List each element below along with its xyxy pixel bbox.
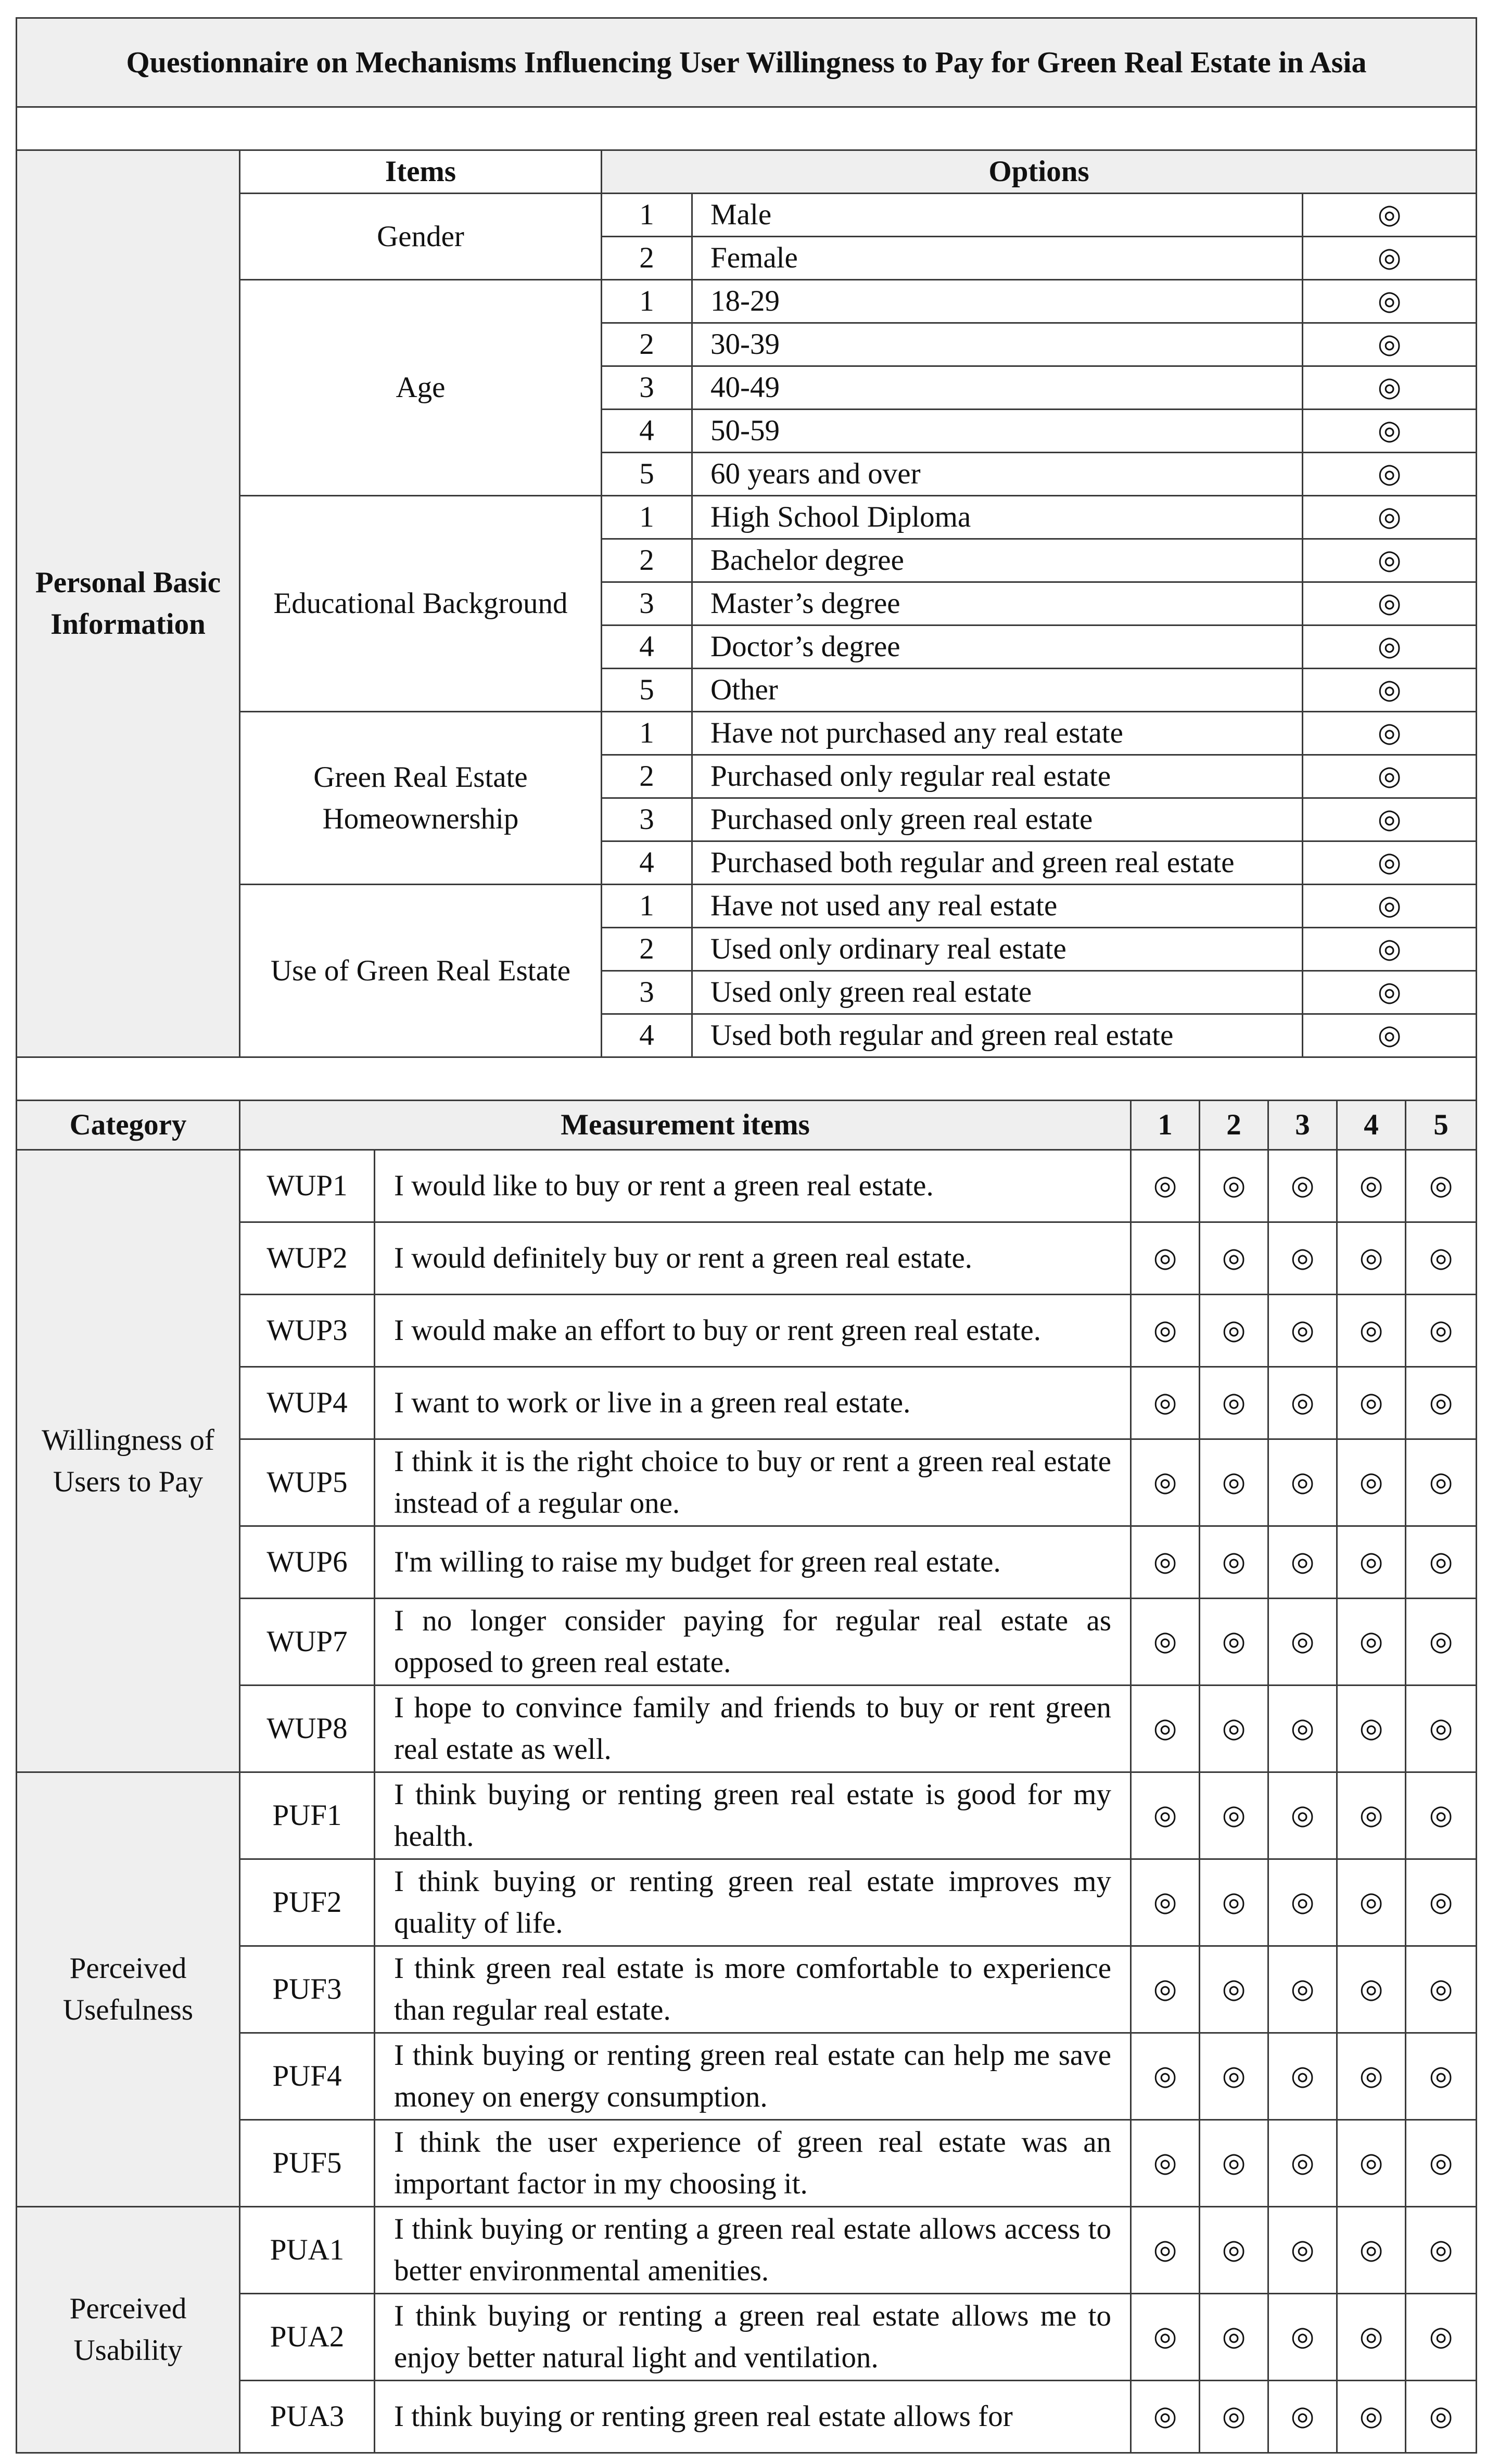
item-code: PUA3: [240, 2381, 375, 2453]
option-label: Have not purchased any real estate: [692, 712, 1303, 755]
item-code: WUP8: [240, 1686, 375, 1772]
option-number: 4: [602, 410, 692, 453]
item-statement: I think buying or renting green real estate allows for: [375, 2381, 1131, 2453]
scale-radio[interactable]: ◎: [1268, 2120, 1337, 2207]
category-label: Perceived Usability: [17, 2207, 240, 2453]
item-label: Age: [240, 280, 602, 496]
spacer-row: [17, 1057, 1477, 1101]
option-radio[interactable]: ◎: [1303, 496, 1477, 539]
scale-radio[interactable]: ◎: [1406, 1295, 1477, 1367]
option-radio[interactable]: ◎: [1303, 971, 1477, 1014]
scale-radio[interactable]: ◎: [1337, 2381, 1406, 2453]
scale-radio[interactable]: ◎: [1131, 2381, 1200, 2453]
item-statement: I would definitely buy or rent a green real estate.: [375, 1222, 1131, 1295]
item-label: Educational Background: [240, 496, 602, 712]
scale-radio[interactable]: ◎: [1131, 1526, 1200, 1599]
scale-radio[interactable]: ◎: [1200, 1686, 1268, 1772]
scale-radio[interactable]: ◎: [1131, 2294, 1200, 2381]
scale-radio[interactable]: ◎: [1200, 1772, 1268, 1859]
item-statement: I think buying or renting a green real estate allows access to better environmental amenities.: [375, 2207, 1131, 2294]
scale-header: 2: [1200, 1101, 1268, 1150]
scale-radio[interactable]: ◎: [1406, 2381, 1477, 2453]
option-label: Purchased only regular real estate: [692, 755, 1303, 798]
option-radio[interactable]: ◎: [1303, 237, 1477, 280]
scale-radio[interactable]: ◎: [1200, 2381, 1268, 2453]
item-code: WUP6: [240, 1526, 375, 1599]
scale-radio[interactable]: ◎: [1200, 2033, 1268, 2120]
option-label: Used both regular and green real estate: [692, 1014, 1303, 1057]
option-number: 3: [602, 366, 692, 410]
scale-radio[interactable]: ◎: [1131, 1772, 1200, 1859]
item-label: Use of Green Real Estate: [240, 885, 602, 1057]
scale-radio[interactable]: ◎: [1200, 1222, 1268, 1295]
scale-radio[interactable]: ◎: [1131, 1859, 1200, 1946]
scale-radio[interactable]: ◎: [1268, 1599, 1337, 1686]
scale-radio[interactable]: ◎: [1337, 2120, 1406, 2207]
scale-radio[interactable]: ◎: [1268, 1150, 1337, 1222]
scale-radio[interactable]: ◎: [1268, 2207, 1337, 2294]
category-label: Willingness of Users to Pay: [17, 1150, 240, 1772]
option-number: 1: [602, 194, 692, 237]
item-code: WUP4: [240, 1367, 375, 1439]
option-radio[interactable]: ◎: [1303, 669, 1477, 712]
option-radio[interactable]: ◎: [1303, 410, 1477, 453]
item-statement: I would like to buy or rent a green real estate.: [375, 1150, 1131, 1222]
option-radio[interactable]: ◎: [1303, 928, 1477, 971]
scale-radio[interactable]: ◎: [1131, 1599, 1200, 1686]
option-number: 1: [602, 885, 692, 928]
scale-radio[interactable]: ◎: [1337, 2033, 1406, 2120]
scale-radio[interactable]: ◎: [1200, 1859, 1268, 1946]
measurement-row: [17, 1150, 1477, 1222]
option-number: 5: [602, 669, 692, 712]
scale-radio[interactable]: ◎: [1200, 1946, 1268, 2033]
option-number: 4: [602, 841, 692, 885]
scale-radio[interactable]: ◎: [1337, 1599, 1406, 1686]
option-label: Female: [692, 237, 1303, 280]
measurement-row: [17, 2207, 1477, 2294]
scale-radio[interactable]: ◎: [1406, 1859, 1477, 1946]
personal-info-table: [16, 17, 1477, 1101]
option-number: 5: [602, 453, 692, 496]
scale-radio[interactable]: ◎: [1131, 1150, 1200, 1222]
scale-radio[interactable]: ◎: [1406, 2207, 1477, 2294]
scale-radio[interactable]: ◎: [1200, 1439, 1268, 1526]
scale-radio[interactable]: ◎: [1337, 1295, 1406, 1367]
option-label: Used only ordinary real estate: [692, 928, 1303, 971]
scale-radio[interactable]: ◎: [1200, 2294, 1268, 2381]
option-number: 3: [602, 798, 692, 841]
scale-radio[interactable]: ◎: [1337, 1686, 1406, 1772]
scale-radio[interactable]: ◎: [1131, 1686, 1200, 1772]
option-label: 40-49: [692, 366, 1303, 410]
scale-radio[interactable]: ◎: [1268, 2033, 1337, 2120]
scale-radio[interactable]: ◎: [1337, 1859, 1406, 1946]
option-number: 2: [602, 237, 692, 280]
item-code: PUF4: [240, 2033, 375, 2120]
option-radio[interactable]: ◎: [1303, 841, 1477, 885]
item-statement: I hope to convince family and friends to buy or rent green real estate as well.: [375, 1686, 1131, 1772]
questionnaire-sheet: [16, 17, 1476, 2454]
item-code: WUP7: [240, 1599, 375, 1686]
scale-radio[interactable]: ◎: [1406, 1439, 1477, 1526]
scale-radio[interactable]: ◎: [1268, 1772, 1337, 1859]
measurement-items-header: Measurement items: [240, 1101, 1131, 1150]
option-radio[interactable]: ◎: [1303, 625, 1477, 669]
item-statement: I think green real estate is more comfortable to experience than regular real estate.: [375, 1946, 1131, 2033]
scale-header: 5: [1406, 1101, 1477, 1150]
item-statement: I want to work or live in a green real estate.: [375, 1367, 1131, 1439]
scale-radio[interactable]: ◎: [1337, 1367, 1406, 1439]
scale-radio[interactable]: ◎: [1337, 1439, 1406, 1526]
option-number: 3: [602, 971, 692, 1014]
item-code: WUP5: [240, 1439, 375, 1526]
scale-radio[interactable]: ◎: [1337, 1946, 1406, 2033]
option-number: 2: [602, 539, 692, 582]
scale-radio[interactable]: ◎: [1268, 2381, 1337, 2453]
option-radio[interactable]: ◎: [1303, 366, 1477, 410]
scale-radio[interactable]: ◎: [1131, 1367, 1200, 1439]
scale-header: 1: [1131, 1101, 1200, 1150]
option-radio[interactable]: ◎: [1303, 798, 1477, 841]
item-code: WUP3: [240, 1295, 375, 1367]
option-label: 30-39: [692, 323, 1303, 366]
option-number: 4: [602, 625, 692, 669]
options-header: Options: [602, 150, 1477, 194]
scale-radio[interactable]: ◎: [1337, 1222, 1406, 1295]
option-number: 2: [602, 323, 692, 366]
scale-radio[interactable]: ◎: [1337, 1772, 1406, 1859]
scale-radio[interactable]: ◎: [1406, 2294, 1477, 2381]
scale-header: 4: [1337, 1101, 1406, 1150]
scale-radio[interactable]: ◎: [1268, 1859, 1337, 1946]
category-label: Perceived Usefulness: [17, 1772, 240, 2207]
scale-radio[interactable]: ◎: [1131, 1295, 1200, 1367]
scale-radio[interactable]: ◎: [1406, 1946, 1477, 2033]
option-radio[interactable]: ◎: [1303, 539, 1477, 582]
scale-radio[interactable]: ◎: [1406, 1367, 1477, 1439]
scale-radio[interactable]: ◎: [1337, 1150, 1406, 1222]
option-label: Purchased only green real estate: [692, 798, 1303, 841]
scale-radio[interactable]: ◎: [1406, 1686, 1477, 1772]
option-label: Other: [692, 669, 1303, 712]
items-header: Items: [240, 150, 602, 194]
option-radio[interactable]: ◎: [1303, 755, 1477, 798]
scale-radio[interactable]: ◎: [1406, 2033, 1477, 2120]
option-radio[interactable]: ◎: [1303, 1014, 1477, 1057]
spacer-row: [17, 107, 1477, 150]
scale-radio[interactable]: ◎: [1200, 2120, 1268, 2207]
item-code: PUF2: [240, 1859, 375, 1946]
option-label: Have not used any real estate: [692, 885, 1303, 928]
scale-radio[interactable]: ◎: [1200, 1150, 1268, 1222]
item-label: Green Real Estate Homeownership: [240, 712, 602, 885]
item-statement: I think buying or renting green real estate improves my quality of life.: [375, 1859, 1131, 1946]
scale-radio[interactable]: ◎: [1406, 1222, 1477, 1295]
option-radio[interactable]: ◎: [1303, 885, 1477, 928]
scale-radio[interactable]: ◎: [1406, 1526, 1477, 1599]
scale-radio[interactable]: ◎: [1200, 1526, 1268, 1599]
scale-radio[interactable]: ◎: [1268, 1946, 1337, 2033]
item-code: PUA2: [240, 2294, 375, 2381]
option-label: Master’s degree: [692, 582, 1303, 625]
category-header: Category: [17, 1101, 240, 1150]
measurement-row: [17, 1772, 1477, 1859]
scale-radio[interactable]: ◎: [1131, 1946, 1200, 2033]
item-statement: I would make an effort to buy or rent green real estate.: [375, 1295, 1131, 1367]
item-code: PUF3: [240, 1946, 375, 2033]
scale-radio[interactable]: ◎: [1337, 1526, 1406, 1599]
item-code: PUF1: [240, 1772, 375, 1859]
scale-radio[interactable]: ◎: [1406, 1599, 1477, 1686]
option-number: 1: [602, 496, 692, 539]
option-label: 50-59: [692, 410, 1303, 453]
scale-header: 3: [1268, 1101, 1337, 1150]
scale-radio[interactable]: ◎: [1268, 1367, 1337, 1439]
item-statement: I think buying or renting green real estate is good for my health.: [375, 1772, 1131, 1859]
scale-radio[interactable]: ◎: [1268, 1222, 1337, 1295]
item-statement: I no longer consider paying for regular real estate as opposed to green real estate.: [375, 1599, 1131, 1686]
option-number: 1: [602, 280, 692, 323]
item-code: PUA1: [240, 2207, 375, 2294]
option-radio[interactable]: ◎: [1303, 582, 1477, 625]
scale-radio[interactable]: ◎: [1200, 1295, 1268, 1367]
item-code: WUP2: [240, 1222, 375, 1295]
option-radio[interactable]: ◎: [1303, 280, 1477, 323]
scale-radio[interactable]: ◎: [1131, 2033, 1200, 2120]
scale-radio[interactable]: ◎: [1268, 1526, 1337, 1599]
item-statement: I think buying or renting a green real estate allows me to enjoy better natural light and ventilation.: [375, 2294, 1131, 2381]
option-number: 1: [602, 712, 692, 755]
scale-radio[interactable]: ◎: [1406, 2120, 1477, 2207]
scale-radio[interactable]: ◎: [1131, 2207, 1200, 2294]
option-number: 2: [602, 755, 692, 798]
item-code: WUP1: [240, 1150, 375, 1222]
scale-radio[interactable]: ◎: [1406, 1150, 1477, 1222]
option-label: Purchased both regular and green real estate: [692, 841, 1303, 885]
option-number: 2: [602, 928, 692, 971]
item-statement: I think buying or renting green real estate can help me save money on energy consumption.: [375, 2033, 1131, 2120]
scale-radio[interactable]: ◎: [1131, 2120, 1200, 2207]
scale-radio[interactable]: ◎: [1200, 2207, 1268, 2294]
scale-radio[interactable]: ◎: [1268, 1295, 1337, 1367]
scale-radio[interactable]: ◎: [1200, 1367, 1268, 1439]
option-label: 18-29: [692, 280, 1303, 323]
option-number: 4: [602, 1014, 692, 1057]
personal-section-label: Personal Basic Information: [17, 150, 240, 1057]
option-label: Bachelor degree: [692, 539, 1303, 582]
scale-radio[interactable]: ◎: [1200, 1599, 1268, 1686]
option-radio[interactable]: ◎: [1303, 712, 1477, 755]
option-label: 60 years and over: [692, 453, 1303, 496]
item-statement: I'm willing to raise my budget for green real estate.: [375, 1526, 1131, 1599]
option-radio[interactable]: ◎: [1303, 194, 1477, 237]
option-label: High School Diploma: [692, 496, 1303, 539]
page-title: Questionnaire on Mechanisms Influencing User Willingness to Pay for Green Real Estate in Asia: [17, 18, 1477, 107]
option-label: Doctor’s degree: [692, 625, 1303, 669]
measurement-table: [16, 1100, 1477, 2454]
option-label: Used only green real estate: [692, 971, 1303, 1014]
option-radio[interactable]: ◎: [1303, 323, 1477, 366]
option-number: 3: [602, 582, 692, 625]
scale-radio[interactable]: ◎: [1131, 1439, 1200, 1526]
scale-radio[interactable]: ◎: [1337, 2294, 1406, 2381]
item-statement: I think it is the right choice to buy or rent a green real estate instead of a regular one.: [375, 1439, 1131, 1526]
option-label: Male: [692, 194, 1303, 237]
item-label: Gender: [240, 194, 602, 280]
scale-radio[interactable]: ◎: [1131, 1222, 1200, 1295]
item-statement: I think the user experience of green real estate was an important factor in my choosing it.: [375, 2120, 1131, 2207]
scale-radio[interactable]: ◎: [1268, 1686, 1337, 1772]
item-code: PUF5: [240, 2120, 375, 2207]
scale-radio[interactable]: ◎: [1337, 2207, 1406, 2294]
scale-radio[interactable]: ◎: [1406, 1772, 1477, 1859]
option-radio[interactable]: ◎: [1303, 453, 1477, 496]
scale-radio[interactable]: ◎: [1268, 2294, 1337, 2381]
scale-radio[interactable]: ◎: [1268, 1439, 1337, 1526]
